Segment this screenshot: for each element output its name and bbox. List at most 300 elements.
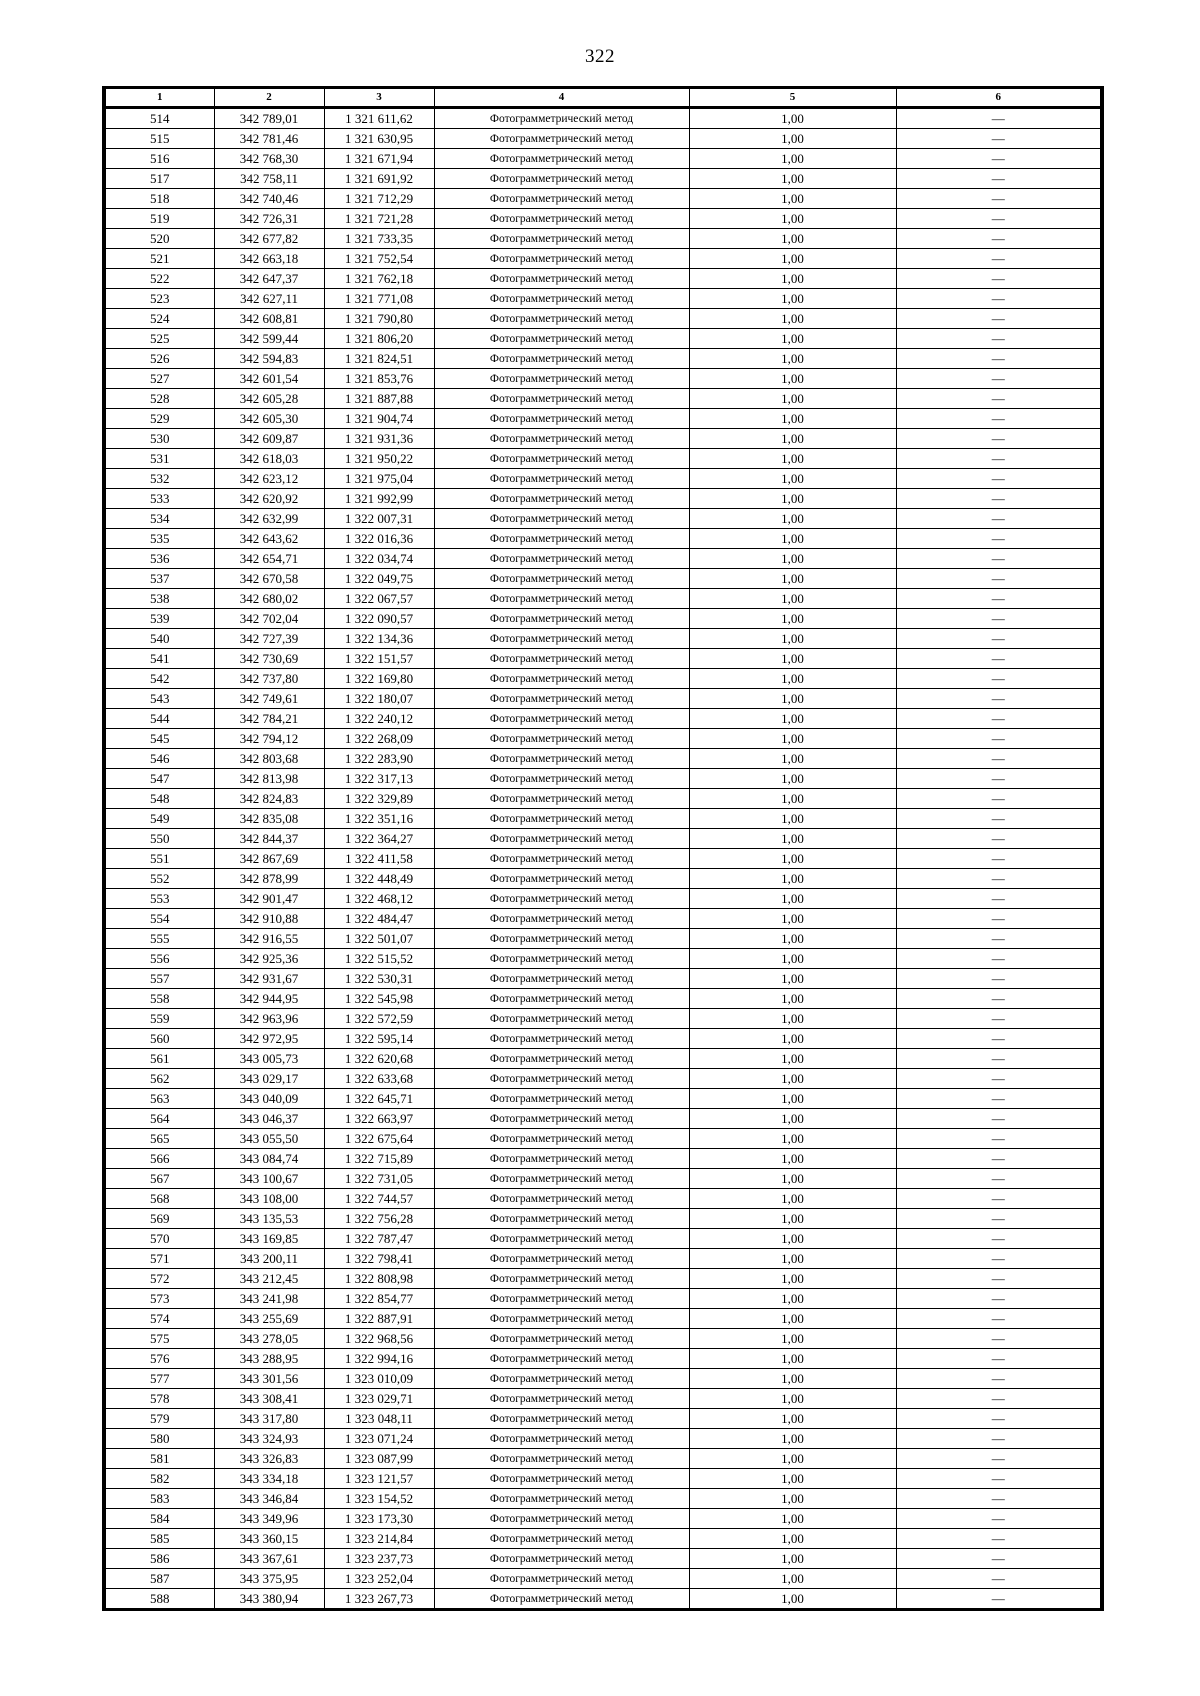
table-row <box>104 769 1102 789</box>
table-cell: 342 623,12 <box>214 469 324 489</box>
table-cell: Фотограмметрический метод <box>434 829 689 849</box>
table-cell: 342 784,21 <box>214 709 324 729</box>
table-cell: 1,00 <box>689 769 896 789</box>
table-cell: 519 <box>104 209 214 229</box>
table-cell: Фотограмметрический метод <box>434 1209 689 1229</box>
table-cell: 1 321 887,88 <box>324 389 434 409</box>
table-cell: Фотограмметрический метод <box>434 609 689 629</box>
table-cell: 342 803,68 <box>214 749 324 769</box>
table-cell: — <box>896 1409 1102 1429</box>
table-cell: 1,00 <box>689 1369 896 1389</box>
table-cell: — <box>896 1349 1102 1369</box>
table-cell: 1,00 <box>689 1549 896 1569</box>
table-cell: — <box>896 749 1102 769</box>
table-cell: — <box>896 1009 1102 1029</box>
table-cell: 343 255,69 <box>214 1309 324 1329</box>
table-cell: — <box>896 1169 1102 1189</box>
table-cell: Фотограмметрический метод <box>434 449 689 469</box>
table-cell: 342 781,46 <box>214 129 324 149</box>
table-cell: 343 108,00 <box>214 1189 324 1209</box>
table-row <box>104 1189 1102 1209</box>
table-cell: 343 029,17 <box>214 1069 324 1089</box>
table-cell: 1 322 515,52 <box>324 949 434 969</box>
table-row <box>104 1309 1102 1329</box>
table-cell: Фотограмметрический метод <box>434 769 689 789</box>
table-cell: — <box>896 849 1102 869</box>
table-cell: 342 789,01 <box>214 108 324 129</box>
table-cell: Фотограмметрический метод <box>434 209 689 229</box>
table-row <box>104 1329 1102 1349</box>
table-row <box>104 369 1102 389</box>
table-cell: 343 055,50 <box>214 1129 324 1149</box>
table-cell: 343 360,15 <box>214 1529 324 1549</box>
table-cell: — <box>896 1069 1102 1089</box>
table-cell: 1 321 691,92 <box>324 169 434 189</box>
table-cell: 570 <box>104 1229 214 1249</box>
table-cell: 342 835,08 <box>214 809 324 829</box>
table-cell: Фотограмметрический метод <box>434 1349 689 1369</box>
table-cell: Фотограмметрический метод <box>434 389 689 409</box>
table-row <box>104 1589 1102 1610</box>
table-cell: 1 323 252,04 <box>324 1569 434 1589</box>
table-cell: 555 <box>104 929 214 949</box>
table-cell: 342 916,55 <box>214 929 324 949</box>
table-cell: 343 349,96 <box>214 1509 324 1529</box>
table-row <box>104 229 1102 249</box>
table-cell: 562 <box>104 1069 214 1089</box>
table-cell: Фотограмметрический метод <box>434 549 689 569</box>
table-cell: — <box>896 289 1102 309</box>
table-cell: — <box>896 909 1102 929</box>
table-cell: Фотограмметрический метод <box>434 809 689 829</box>
table-row <box>104 649 1102 669</box>
table-cell: 577 <box>104 1369 214 1389</box>
table-cell: 1 322 675,64 <box>324 1129 434 1149</box>
table-row <box>104 949 1102 969</box>
table-cell: — <box>896 929 1102 949</box>
table-row <box>104 449 1102 469</box>
column-header: 3 <box>324 88 434 108</box>
table-cell: 1,00 <box>689 249 896 269</box>
table-cell: 527 <box>104 369 214 389</box>
table-row <box>104 809 1102 829</box>
table-cell: 541 <box>104 649 214 669</box>
table-cell: Фотограмметрический метод <box>434 669 689 689</box>
table-cell: 1 322 731,05 <box>324 1169 434 1189</box>
table-cell: 1 321 671,94 <box>324 149 434 169</box>
table-cell: — <box>896 1109 1102 1129</box>
table-cell: 558 <box>104 989 214 1009</box>
table-cell: 1 322 411,58 <box>324 849 434 869</box>
table-cell: Фотограмметрический метод <box>434 709 689 729</box>
table-cell: 1 321 712,29 <box>324 189 434 209</box>
table-cell: 342 605,28 <box>214 389 324 409</box>
table-cell: 1,00 <box>689 349 896 369</box>
table-row <box>104 529 1102 549</box>
table-cell: 1 322 067,57 <box>324 589 434 609</box>
table-row <box>104 209 1102 229</box>
table-row <box>104 169 1102 189</box>
table-cell: 1 322 351,16 <box>324 809 434 829</box>
table-row <box>104 129 1102 149</box>
table-row <box>104 1349 1102 1369</box>
table-cell: 1,00 <box>689 389 896 409</box>
table-row <box>104 1169 1102 1189</box>
table-row <box>104 469 1102 489</box>
table-cell: Фотограмметрический метод <box>434 229 689 249</box>
table-cell: 560 <box>104 1029 214 1049</box>
table-cell: 566 <box>104 1149 214 1169</box>
table-cell: 1 322 787,47 <box>324 1229 434 1249</box>
table-cell: 1,00 <box>689 969 896 989</box>
table-row <box>104 429 1102 449</box>
table-cell: 1,00 <box>689 1389 896 1409</box>
table-cell: — <box>896 409 1102 429</box>
table-row <box>104 1289 1102 1309</box>
table-cell: 1 321 790,80 <box>324 309 434 329</box>
table-cell: Фотограмметрический метод <box>434 729 689 749</box>
table-row <box>104 829 1102 849</box>
table-cell: 342 726,31 <box>214 209 324 229</box>
table-row <box>104 1089 1102 1109</box>
table-cell: Фотограмметрический метод <box>434 169 689 189</box>
table-cell: 342 730,69 <box>214 649 324 669</box>
table-cell: — <box>896 189 1102 209</box>
table-cell: Фотограмметрический метод <box>434 149 689 169</box>
table-cell: Фотограмметрический метод <box>434 1029 689 1049</box>
table-cell: 522 <box>104 269 214 289</box>
table-cell: Фотограмметрический метод <box>434 1549 689 1569</box>
table-row <box>104 629 1102 649</box>
table-cell: — <box>896 1449 1102 1469</box>
table-row <box>104 1369 1102 1389</box>
table-row <box>104 1489 1102 1509</box>
table-cell: Фотограмметрический метод <box>434 1009 689 1029</box>
table-cell: Фотограмметрический метод <box>434 329 689 349</box>
table-cell: 1,00 <box>689 549 896 569</box>
table-cell: 546 <box>104 749 214 769</box>
table-cell: 1,00 <box>689 669 896 689</box>
table-cell: 342 663,18 <box>214 249 324 269</box>
table-cell: 342 599,44 <box>214 329 324 349</box>
table-row <box>104 189 1102 209</box>
table-cell: 574 <box>104 1309 214 1329</box>
table-cell: — <box>896 249 1102 269</box>
table-cell: 1,00 <box>689 209 896 229</box>
table-cell: 342 680,02 <box>214 589 324 609</box>
table-cell: 586 <box>104 1549 214 1569</box>
table-cell: 342 944,95 <box>214 989 324 1009</box>
table-cell: 342 878,99 <box>214 869 324 889</box>
table-cell: — <box>896 469 1102 489</box>
table-cell: 342 794,12 <box>214 729 324 749</box>
table-cell: — <box>896 1189 1102 1209</box>
table-row <box>104 1269 1102 1289</box>
table-cell: 343 084,74 <box>214 1149 324 1169</box>
table-cell: — <box>896 769 1102 789</box>
table-row <box>104 349 1102 369</box>
table-cell: 1 322 134,36 <box>324 629 434 649</box>
table-cell: 1 323 048,11 <box>324 1409 434 1429</box>
table-cell: — <box>896 1149 1102 1169</box>
table-cell: 1 322 572,59 <box>324 1009 434 1029</box>
table-cell: — <box>896 549 1102 569</box>
table-cell: 1,00 <box>689 1409 896 1429</box>
table-cell: 1,00 <box>689 809 896 829</box>
table-cell: Фотограмметрический метод <box>434 529 689 549</box>
table-cell: Фотограмметрический метод <box>434 929 689 949</box>
table-cell: 1,00 <box>689 1529 896 1549</box>
table-cell: 1,00 <box>689 1109 896 1129</box>
table-cell: 342 740,46 <box>214 189 324 209</box>
table-cell: 536 <box>104 549 214 569</box>
table-cell: Фотограмметрический метод <box>434 509 689 529</box>
table-cell: Фотограмметрический метод <box>434 469 689 489</box>
table-cell: 1,00 <box>689 1089 896 1109</box>
table-row <box>104 969 1102 989</box>
table-cell: — <box>896 169 1102 189</box>
table-row <box>104 749 1102 769</box>
table-cell: Фотограмметрический метод <box>434 869 689 889</box>
table-cell: 1,00 <box>689 629 896 649</box>
table-cell: 514 <box>104 108 214 129</box>
table-cell: Фотограмметрический метод <box>434 1109 689 1129</box>
table-cell: 526 <box>104 349 214 369</box>
table-cell: 533 <box>104 489 214 509</box>
table-row <box>104 1409 1102 1429</box>
table-cell: 583 <box>104 1489 214 1509</box>
table-cell: — <box>896 809 1102 829</box>
table-cell: — <box>896 1429 1102 1449</box>
table-cell: 1 321 762,18 <box>324 269 434 289</box>
table-cell: 523 <box>104 289 214 309</box>
table-cell: 1 323 173,30 <box>324 1509 434 1529</box>
table-cell: 342 931,67 <box>214 969 324 989</box>
table-cell: — <box>896 1569 1102 1589</box>
table-cell: Фотограмметрический метод <box>434 1129 689 1149</box>
table-cell: 1 323 214,84 <box>324 1529 434 1549</box>
table-cell: Фотограмметрический метод <box>434 1069 689 1089</box>
table-cell: 531 <box>104 449 214 469</box>
table-cell: 538 <box>104 589 214 609</box>
table-cell: — <box>896 509 1102 529</box>
table-cell: — <box>896 649 1102 669</box>
table-cell: — <box>896 1309 1102 1329</box>
table-cell: Фотограмметрический метод <box>434 909 689 929</box>
table-row <box>104 289 1102 309</box>
table-cell: 573 <box>104 1289 214 1309</box>
table-cell: 559 <box>104 1009 214 1029</box>
table-cell: Фотограмметрический метод <box>434 789 689 809</box>
table-cell: 1,00 <box>689 149 896 169</box>
table-cell: 564 <box>104 1109 214 1129</box>
table-cell: 1 323 010,09 <box>324 1369 434 1389</box>
table-cell: 1,00 <box>689 849 896 869</box>
table-cell: 1 321 992,99 <box>324 489 434 509</box>
table-cell: 554 <box>104 909 214 929</box>
table-cell: 1 323 267,73 <box>324 1589 434 1610</box>
table-cell: 530 <box>104 429 214 449</box>
table-cell: 1,00 <box>689 929 896 949</box>
table-cell: 342 925,36 <box>214 949 324 969</box>
table-cell: Фотограмметрический метод <box>434 1269 689 1289</box>
table-cell: Фотограмметрический метод <box>434 949 689 969</box>
table-cell: — <box>896 1029 1102 1049</box>
table-cell: Фотограмметрический метод <box>434 1149 689 1169</box>
table-row <box>104 409 1102 429</box>
table-cell: 342 654,71 <box>214 549 324 569</box>
table-cell: 1,00 <box>689 489 896 509</box>
table-cell: Фотограмметрический метод <box>434 1509 689 1529</box>
table-cell: 343 334,18 <box>214 1469 324 1489</box>
table-cell: Фотограмметрический метод <box>434 1289 689 1309</box>
table-cell: Фотограмметрический метод <box>434 1589 689 1610</box>
table-cell: — <box>896 149 1102 169</box>
table-cell: 342 609,87 <box>214 429 324 449</box>
table-cell: Фотограмметрический метод <box>434 1089 689 1109</box>
table-cell: — <box>896 1369 1102 1389</box>
table-cell: 539 <box>104 609 214 629</box>
table-cell: 343 212,45 <box>214 1269 324 1289</box>
table-cell: 343 040,09 <box>214 1089 324 1109</box>
table-cell: 1 322 854,77 <box>324 1289 434 1309</box>
table-cell: 1 321 733,35 <box>324 229 434 249</box>
table-cell: 1,00 <box>689 1429 896 1449</box>
column-header: 4 <box>434 88 689 108</box>
table-cell: 1,00 <box>689 1469 896 1489</box>
table-cell: — <box>896 1549 1102 1569</box>
table-cell: 1 322 180,07 <box>324 689 434 709</box>
table-cell: 1,00 <box>689 269 896 289</box>
table-cell: 575 <box>104 1329 214 1349</box>
table-cell: 343 241,98 <box>214 1289 324 1309</box>
table-cell: 343 367,61 <box>214 1549 324 1569</box>
table-cell: — <box>896 1269 1102 1289</box>
table-cell: Фотограмметрический метод <box>434 369 689 389</box>
table-cell: 1 322 268,09 <box>324 729 434 749</box>
table-cell: — <box>896 829 1102 849</box>
table-cell: 1 322 364,27 <box>324 829 434 849</box>
table-cell: — <box>896 209 1102 229</box>
table-cell: 535 <box>104 529 214 549</box>
table-cell: 568 <box>104 1189 214 1209</box>
table-cell: 571 <box>104 1249 214 1269</box>
table-cell: 1,00 <box>689 749 896 769</box>
table-cell: 1,00 <box>689 1169 896 1189</box>
table-cell: — <box>896 449 1102 469</box>
table-cell: 342 677,82 <box>214 229 324 249</box>
coordinates-table <box>102 86 1104 1611</box>
table-cell: 342 632,99 <box>214 509 324 529</box>
table-row <box>104 1129 1102 1149</box>
table-cell: 584 <box>104 1509 214 1529</box>
table-cell: 1,00 <box>689 1509 896 1529</box>
table-cell: 342 647,37 <box>214 269 324 289</box>
table-cell: 1,00 <box>689 689 896 709</box>
table-cell: 343 005,73 <box>214 1049 324 1069</box>
table-cell: 1,00 <box>689 1149 896 1169</box>
table-row <box>104 1069 1102 1089</box>
table-cell: 1 323 029,71 <box>324 1389 434 1409</box>
table-cell: 540 <box>104 629 214 649</box>
table-cell: Фотограмметрический метод <box>434 489 689 509</box>
table-cell: 547 <box>104 769 214 789</box>
table-cell: — <box>896 1129 1102 1149</box>
table-cell: 342 737,80 <box>214 669 324 689</box>
table-cell: Фотограмметрический метод <box>434 249 689 269</box>
table-cell: Фотограмметрический метод <box>434 269 689 289</box>
table-cell: Фотограмметрический метод <box>434 989 689 1009</box>
table-cell: 1 322 329,89 <box>324 789 434 809</box>
table-row <box>104 329 1102 349</box>
table-cell: — <box>896 689 1102 709</box>
table-cell: — <box>896 1289 1102 1309</box>
table-cell: 520 <box>104 229 214 249</box>
table-cell: 556 <box>104 949 214 969</box>
table-cell: 1 322 468,12 <box>324 889 434 909</box>
table-cell: 581 <box>104 1449 214 1469</box>
table-cell: Фотограмметрический метод <box>434 1429 689 1449</box>
table-row <box>104 1569 1102 1589</box>
table-cell: — <box>896 1329 1102 1349</box>
table-cell: 578 <box>104 1389 214 1409</box>
table-cell: 1,00 <box>689 829 896 849</box>
table-cell: 582 <box>104 1469 214 1489</box>
table-cell: 1,00 <box>689 729 896 749</box>
table-cell: 1,00 <box>689 469 896 489</box>
table-cell: 342 702,04 <box>214 609 324 629</box>
table-cell: 1,00 <box>689 429 896 449</box>
table-cell: 1,00 <box>689 229 896 249</box>
table-cell: 1,00 <box>689 1049 896 1069</box>
table-cell: 1,00 <box>689 869 896 889</box>
page-number: 322 <box>585 46 615 67</box>
table-cell: 565 <box>104 1129 214 1149</box>
table-cell: 1 321 771,08 <box>324 289 434 309</box>
table-row <box>104 929 1102 949</box>
table-cell: 1,00 <box>689 609 896 629</box>
table-cell: 1,00 <box>689 1489 896 1509</box>
table-header-row <box>104 88 1102 108</box>
table-row <box>104 669 1102 689</box>
table-cell: 343 046,37 <box>214 1109 324 1129</box>
table-body <box>104 108 1102 1610</box>
table-cell: — <box>896 669 1102 689</box>
table-cell: 1 322 484,47 <box>324 909 434 929</box>
table-cell: 1,00 <box>689 449 896 469</box>
table-cell: 1 322 744,57 <box>324 1189 434 1209</box>
table-row <box>104 1229 1102 1249</box>
table-cell: 1,00 <box>689 789 896 809</box>
table-cell: — <box>896 1509 1102 1529</box>
table-cell: 1,00 <box>689 129 896 149</box>
table-cell: 1 322 645,71 <box>324 1089 434 1109</box>
table-cell: 1 322 169,80 <box>324 669 434 689</box>
table-cell: 1 322 633,68 <box>324 1069 434 1089</box>
table-cell: 1 322 016,36 <box>324 529 434 549</box>
table-cell: 1,00 <box>689 409 896 429</box>
table-cell: 1,00 <box>689 1329 896 1349</box>
table-cell: Фотограмметрический метод <box>434 689 689 709</box>
table-cell: Фотограмметрический метод <box>434 1309 689 1329</box>
table-cell: 1 323 071,24 <box>324 1429 434 1449</box>
table-cell: 1,00 <box>689 1309 896 1329</box>
table-cell: 342 972,95 <box>214 1029 324 1049</box>
table-cell: Фотограмметрический метод <box>434 749 689 769</box>
table-cell: Фотограмметрический метод <box>434 1529 689 1549</box>
table-cell: 1 323 121,57 <box>324 1469 434 1489</box>
table-cell: 342 844,37 <box>214 829 324 849</box>
